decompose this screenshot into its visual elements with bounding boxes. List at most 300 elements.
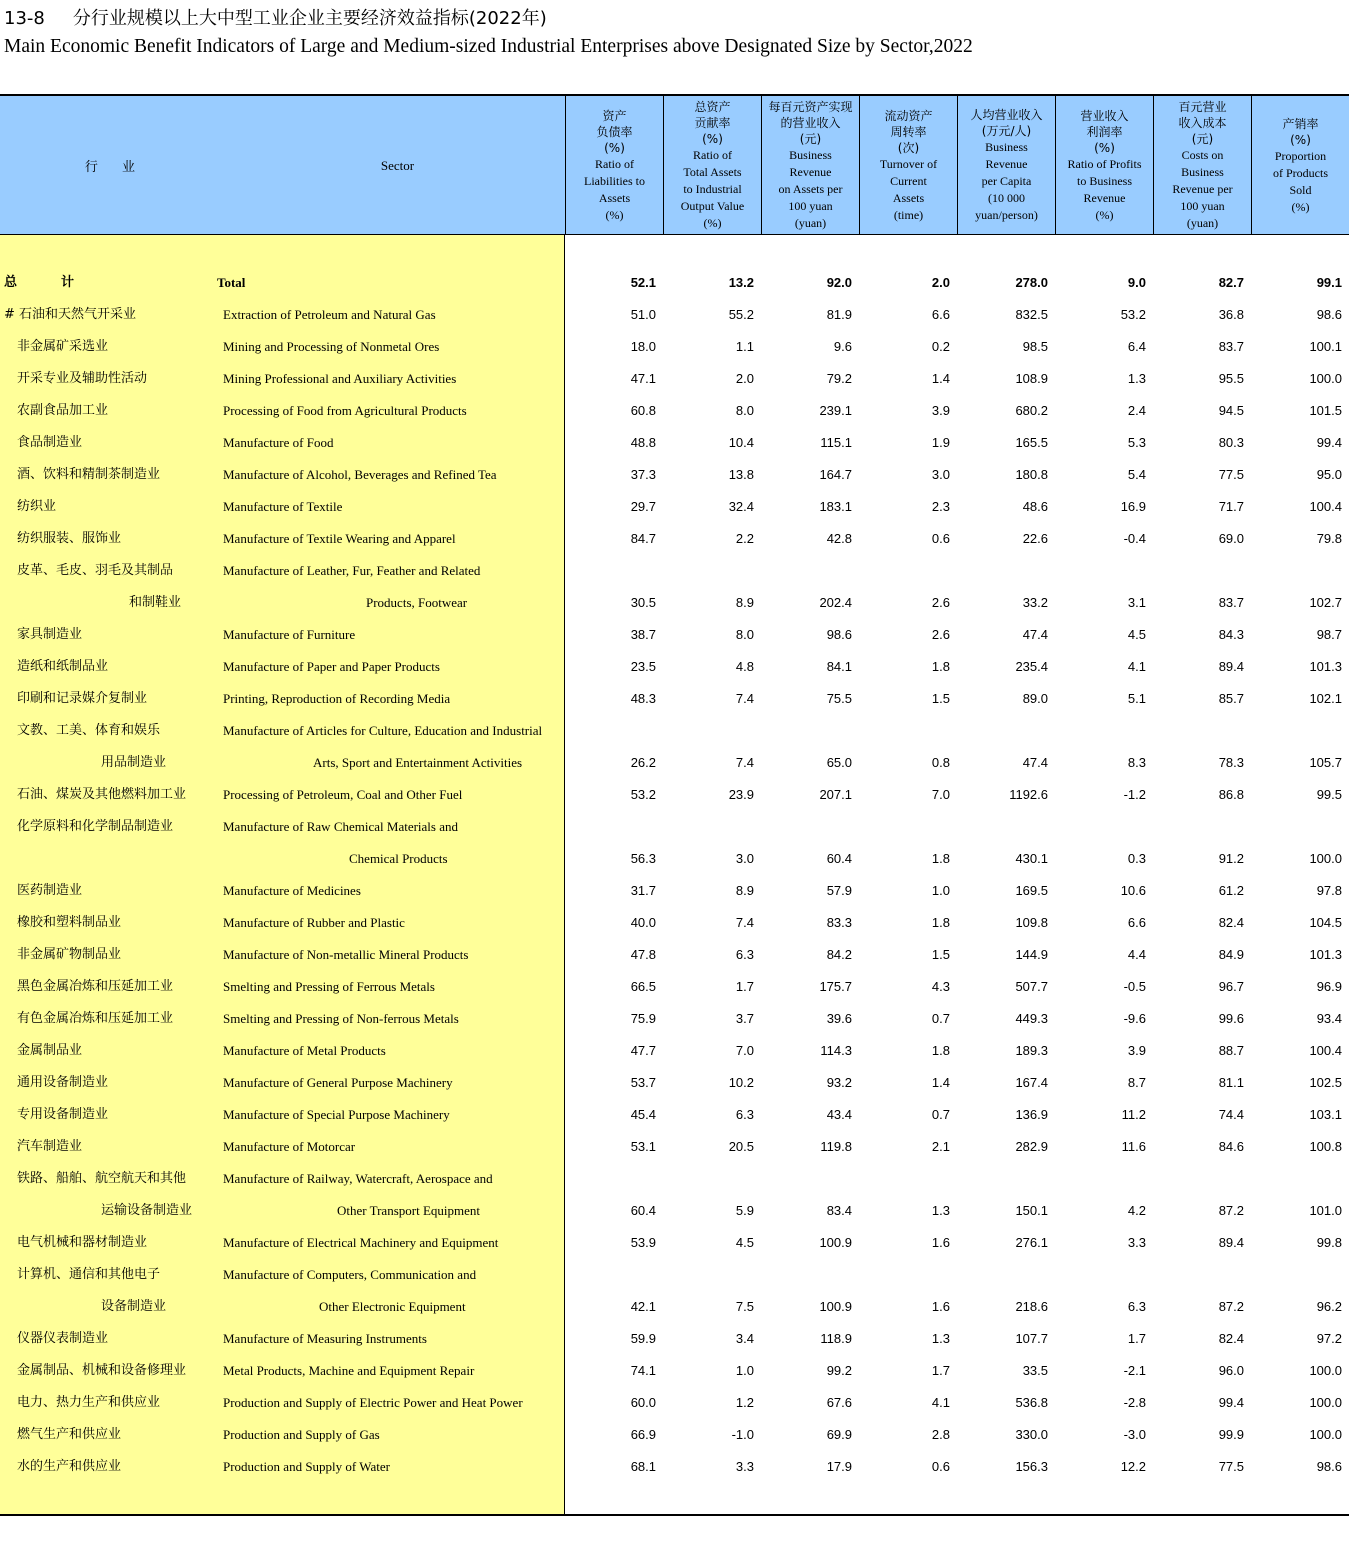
value-cell: 38.7 bbox=[630, 627, 656, 642]
value-cell: 1.1 bbox=[735, 339, 754, 354]
sector-name-en: Manufacture of Leather, Fur, Feather and Related bbox=[223, 563, 481, 578]
header-col-4 bbox=[859, 96, 957, 235]
value-cell: 82.7 bbox=[1218, 275, 1244, 290]
value-cell: 98.6 bbox=[1316, 1459, 1342, 1474]
value-cell: 169.5 bbox=[1015, 883, 1048, 898]
value-cell: 102.7 bbox=[1309, 595, 1342, 610]
sector-name-cn: 设备制造业 bbox=[101, 1299, 167, 1314]
table-row bbox=[0, 459, 1349, 491]
value-cell: 37.3 bbox=[630, 467, 656, 482]
sector-name-cn: 农副食品加工业 bbox=[17, 403, 109, 418]
sector-name-en: Production and Supply of Water bbox=[223, 1459, 390, 1474]
value-cell: 1.4 bbox=[931, 1075, 950, 1090]
table-row bbox=[0, 811, 1349, 843]
value-cell: 20.5 bbox=[728, 1139, 754, 1154]
value-cell: 5.1 bbox=[1127, 691, 1146, 706]
value-cell: 156.3 bbox=[1015, 1459, 1048, 1474]
value-cell: 0.8 bbox=[931, 755, 950, 770]
value-cell: 0.6 bbox=[931, 1459, 950, 1474]
table-row bbox=[0, 1131, 1349, 1163]
value-cell: 29.7 bbox=[630, 499, 656, 514]
table-row bbox=[0, 1163, 1349, 1195]
table-row bbox=[0, 299, 1349, 331]
table-row bbox=[0, 907, 1349, 939]
value-cell: 1.8 bbox=[931, 659, 950, 674]
value-cell: 0.3 bbox=[1127, 851, 1146, 866]
table-row bbox=[0, 1291, 1349, 1323]
value-cell: 109.8 bbox=[1015, 915, 1048, 930]
sector-name-cn: 仪器仪表制造业 bbox=[17, 1331, 109, 1346]
table-row bbox=[0, 683, 1349, 715]
value-cell: 2.4 bbox=[1127, 403, 1146, 418]
header-col-en: Ratio of Liabilities to Assets (%) bbox=[584, 156, 645, 222]
sector-name-en: Arts, Sport and Entertainment Activities bbox=[313, 755, 523, 770]
value-cell: 71.7 bbox=[1218, 499, 1244, 514]
value-cell: 3.9 bbox=[931, 403, 950, 418]
value-cell: 3.9 bbox=[1127, 1043, 1146, 1058]
value-cell: 1.9 bbox=[931, 435, 950, 450]
sector-name-en: Mining Professional and Auxiliary Activities bbox=[223, 371, 457, 386]
sector-name-en: Production and Supply of Electric Power and Heat Power bbox=[223, 1395, 523, 1410]
value-cell: 680.2 bbox=[1015, 403, 1048, 418]
value-cell: 11.2 bbox=[1121, 1107, 1146, 1122]
value-cell: 87.2 bbox=[1218, 1203, 1244, 1218]
value-cell: -0.5 bbox=[1123, 979, 1146, 994]
value-cell: 99.9 bbox=[1218, 1427, 1244, 1442]
header-col-en: Costs on Business Revenue per 100 yuan (yuan) bbox=[1172, 148, 1233, 230]
value-cell: 449.3 bbox=[1015, 1011, 1048, 1026]
table-row bbox=[0, 747, 1349, 779]
header-col-cn: 总资产 贡献率 (%) bbox=[694, 100, 731, 146]
sector-name-en: Mining and Processing of Nonmetal Ores bbox=[223, 339, 440, 354]
sector-name-cn: 计算机、通信和其他电子 bbox=[17, 1267, 161, 1282]
header-col-cn: 百元营业 收入成本 (元) bbox=[1178, 100, 1227, 146]
sector-name-cn: 纺织服装、服饰业 bbox=[17, 531, 122, 546]
value-cell: 8.9 bbox=[735, 883, 754, 898]
sector-name-en: Printing, Reproduction of Recording Media bbox=[223, 691, 451, 706]
value-cell: 150.1 bbox=[1015, 1203, 1048, 1218]
value-cell: 100.0 bbox=[1309, 851, 1342, 866]
value-cell: 13.2 bbox=[728, 275, 754, 290]
table-row bbox=[0, 523, 1349, 555]
sector-name-en: Manufacture of Rubber and Plastic bbox=[223, 915, 405, 930]
table-row bbox=[0, 1419, 1349, 1451]
value-cell: 0.6 bbox=[931, 531, 950, 546]
value-cell: 77.5 bbox=[1218, 467, 1244, 482]
sector-name-en: Chemical Products bbox=[349, 851, 448, 866]
value-cell: 13.8 bbox=[728, 467, 754, 482]
sector-name-en: Manufacture of Paper and Paper Products bbox=[223, 659, 440, 674]
value-cell: 119.8 bbox=[820, 1139, 852, 1154]
sector-name-en: Manufacture of Raw Chemical Materials and bbox=[223, 819, 458, 834]
value-cell: 99.4 bbox=[1218, 1395, 1244, 1410]
value-cell: 4.3 bbox=[931, 979, 950, 994]
sector-name-en: Manufacture of Medicines bbox=[223, 883, 361, 898]
value-cell: 96.2 bbox=[1316, 1299, 1342, 1314]
header-col-en: Ratio of Profits to Business Revenue (%) bbox=[1067, 156, 1142, 222]
value-cell: 6.3 bbox=[1127, 1299, 1146, 1314]
sector-name-en: Manufacture of Food bbox=[223, 435, 334, 450]
value-cell: 6.6 bbox=[1127, 915, 1146, 930]
value-cell: 83.7 bbox=[1218, 595, 1244, 610]
value-cell: 0.2 bbox=[931, 339, 950, 354]
value-cell: 79.2 bbox=[826, 371, 852, 386]
value-cell: 100.4 bbox=[1309, 499, 1342, 514]
header-sector-cn-label: 行 业 bbox=[84, 160, 146, 175]
sector-name-en: Manufacture of Special Purpose Machinery bbox=[223, 1107, 450, 1122]
value-cell: 430.1 bbox=[1015, 851, 1048, 866]
value-cell: 65.0 bbox=[826, 755, 852, 770]
sector-name-cn: 黑色金属冶炼和压延加工业 bbox=[17, 979, 174, 994]
value-cell: 75.5 bbox=[826, 691, 852, 706]
sector-name-en: Manufacture of Measuring Instruments bbox=[223, 1331, 427, 1346]
value-cell: 10.4 bbox=[728, 435, 754, 450]
value-cell: 98.6 bbox=[826, 627, 852, 642]
table-row bbox=[0, 1067, 1349, 1099]
sector-name-en: Extraction of Petroleum and Natural Gas bbox=[223, 307, 436, 322]
value-cell: 7.5 bbox=[735, 1299, 754, 1314]
header-col-7 bbox=[1153, 96, 1251, 235]
table-row bbox=[0, 1387, 1349, 1419]
header-col-5 bbox=[957, 96, 1055, 235]
header-col-en: Business Revenue per Capita (10 000 yuan/person) bbox=[975, 140, 1038, 222]
value-cell: 36.8 bbox=[1218, 307, 1244, 322]
sector-name-cn: 石油、煤炭及其他燃料加工业 bbox=[17, 787, 187, 802]
value-cell: 93.4 bbox=[1316, 1011, 1342, 1026]
header-col-cn: 人均营业收入 (万元/人) bbox=[970, 108, 1043, 138]
value-cell: 7.0 bbox=[735, 1043, 754, 1058]
value-cell: 48.3 bbox=[630, 691, 656, 706]
value-cell: 100.0 bbox=[1309, 1395, 1342, 1410]
value-cell: 95.0 bbox=[1316, 467, 1342, 482]
value-cell: 53.7 bbox=[630, 1075, 656, 1090]
sector-name-en: Processing of Petroleum, Coal and Other Fuel bbox=[223, 787, 463, 802]
sector-name-cn: # 石油和天然气开采业 bbox=[4, 307, 137, 322]
value-cell: 53.9 bbox=[630, 1235, 656, 1250]
sector-name-en: Manufacture of Motorcar bbox=[223, 1139, 356, 1154]
value-cell: 60.0 bbox=[630, 1395, 656, 1410]
value-cell: 88.7 bbox=[1218, 1043, 1244, 1058]
value-cell: 4.5 bbox=[1127, 627, 1146, 642]
value-cell: 276.1 bbox=[1015, 1235, 1048, 1250]
header-col-1 bbox=[565, 96, 663, 235]
sector-name-en: Manufacture of Railway, Watercraft, Aerospace and bbox=[223, 1171, 493, 1186]
sector-name-cn: 专用设备制造业 bbox=[17, 1107, 109, 1122]
sector-name-cn: 有色金属冶炼和压延加工业 bbox=[17, 1011, 174, 1026]
value-cell: 101.3 bbox=[1309, 659, 1342, 674]
value-cell: 61.2 bbox=[1218, 883, 1244, 898]
sector-name-en: Manufacture of General Purpose Machinery bbox=[223, 1075, 453, 1090]
value-cell: 83.4 bbox=[826, 1203, 852, 1218]
value-cell: 99.8 bbox=[1316, 1235, 1342, 1250]
table-row bbox=[0, 1195, 1349, 1227]
sector-name-cn: 酒、饮料和精制茶制造业 bbox=[17, 467, 161, 482]
sector-name-en: Smelting and Pressing of Non-ferrous Metals bbox=[223, 1011, 459, 1026]
value-cell: 17.9 bbox=[826, 1459, 852, 1474]
sector-name-en: Products, Footwear bbox=[366, 595, 468, 610]
value-cell: 10.2 bbox=[728, 1075, 754, 1090]
value-cell: 136.9 bbox=[1015, 1107, 1048, 1122]
table-title-en: Main Economic Benefit Indicators of Large and Medium-sized Industrial Enterprises above Designated Size by Sector,2022 bbox=[4, 36, 973, 57]
sector-name-cn: 运输设备制造业 bbox=[101, 1203, 193, 1218]
table-row bbox=[0, 491, 1349, 523]
value-cell: 1192.6 bbox=[1009, 787, 1048, 802]
table-row bbox=[0, 779, 1349, 811]
table-row bbox=[0, 267, 1349, 299]
value-cell: 12.2 bbox=[1120, 1459, 1146, 1474]
header-sector-cn bbox=[0, 96, 230, 235]
value-cell: 4.1 bbox=[1127, 659, 1146, 674]
sector-name-cn: 燃气生产和供应业 bbox=[17, 1427, 122, 1442]
value-cell: 74.4 bbox=[1218, 1107, 1244, 1122]
value-cell: 6.3 bbox=[735, 947, 754, 962]
value-cell: 1.2 bbox=[735, 1395, 754, 1410]
value-cell: 69.0 bbox=[1218, 531, 1244, 546]
value-cell: 11.6 bbox=[1121, 1139, 1146, 1154]
sector-name-cn: 家具制造业 bbox=[17, 627, 83, 642]
value-cell: 74.1 bbox=[630, 1363, 656, 1378]
header-col-cn: 营业收入 利润率 (%) bbox=[1080, 108, 1129, 155]
table-row bbox=[0, 1451, 1349, 1483]
value-cell: 81.1 bbox=[1218, 1075, 1244, 1090]
sector-name-en: Manufacture of Furniture bbox=[223, 627, 356, 642]
value-cell: 23.9 bbox=[728, 787, 754, 802]
value-cell: 33.5 bbox=[1022, 1363, 1048, 1378]
value-cell: 3.0 bbox=[735, 851, 754, 866]
value-cell: 3.4 bbox=[735, 1331, 754, 1346]
sector-name-en: Other Transport Equipment bbox=[337, 1203, 480, 1218]
value-cell: 7.4 bbox=[735, 691, 754, 706]
value-cell: 2.0 bbox=[931, 275, 950, 290]
value-cell: 536.8 bbox=[1015, 1395, 1048, 1410]
table-row bbox=[0, 619, 1349, 651]
value-cell: 47.7 bbox=[630, 1043, 656, 1058]
sector-name-cn: 造纸和纸制品业 bbox=[17, 659, 109, 674]
value-cell: 189.3 bbox=[1015, 1043, 1048, 1058]
value-cell: -3.0 bbox=[1123, 1427, 1146, 1442]
value-cell: 47.4 bbox=[1022, 627, 1048, 642]
value-cell: 99.5 bbox=[1316, 787, 1342, 802]
value-cell: 100.9 bbox=[819, 1299, 852, 1314]
sector-name-cn: 纺织业 bbox=[17, 499, 57, 514]
value-cell: 218.6 bbox=[1015, 1299, 1048, 1314]
value-cell: 100.1 bbox=[1309, 339, 1342, 354]
value-cell: 1.3 bbox=[1127, 371, 1146, 386]
value-cell: -0.4 bbox=[1123, 531, 1146, 546]
table-row bbox=[0, 587, 1349, 619]
sector-name-en: Manufacture of Textile bbox=[223, 499, 343, 514]
sector-name-en: Manufacture of Computers, Communication and bbox=[223, 1267, 477, 1282]
table-row bbox=[0, 939, 1349, 971]
value-cell: 330.0 bbox=[1015, 1427, 1048, 1442]
value-cell: 0.7 bbox=[931, 1107, 950, 1122]
table-row bbox=[0, 331, 1349, 363]
value-cell: 118.9 bbox=[820, 1331, 852, 1346]
sector-name-cn: 非金属矿采选业 bbox=[17, 339, 109, 354]
value-cell: 23.5 bbox=[630, 659, 656, 674]
value-cell: 8.0 bbox=[735, 627, 754, 642]
value-cell: 507.7 bbox=[1015, 979, 1048, 994]
value-cell: 89.4 bbox=[1218, 1235, 1244, 1250]
value-cell: 7.4 bbox=[735, 915, 754, 930]
value-cell: 100.8 bbox=[1309, 1139, 1342, 1154]
value-cell: 114.3 bbox=[820, 1043, 852, 1058]
sector-name-en: Metal Products, Machine and Equipment Repair bbox=[223, 1363, 475, 1378]
header-col-en: Ratio of Total Assets to Industrial Output Value (%) bbox=[680, 148, 745, 230]
value-cell: 8.9 bbox=[735, 595, 754, 610]
value-cell: 100.0 bbox=[1309, 1427, 1342, 1442]
sector-name-cn: 和制鞋业 bbox=[129, 595, 182, 610]
value-cell: 84.7 bbox=[630, 531, 656, 546]
value-cell: 75.9 bbox=[630, 1011, 656, 1026]
value-cell: 100.0 bbox=[1309, 371, 1342, 386]
value-cell: 69.9 bbox=[826, 1427, 852, 1442]
table-row bbox=[0, 427, 1349, 459]
value-cell: 0.7 bbox=[931, 1011, 950, 1026]
value-cell: 4.8 bbox=[735, 659, 754, 674]
value-cell: 57.9 bbox=[826, 883, 852, 898]
value-cell: 85.7 bbox=[1218, 691, 1244, 706]
value-cell: 47.8 bbox=[630, 947, 656, 962]
value-cell: 52.1 bbox=[630, 275, 656, 290]
value-cell: -1.0 bbox=[731, 1427, 754, 1442]
sector-name-cn: 非金属矿物制品业 bbox=[17, 947, 122, 962]
value-cell: 84.6 bbox=[1218, 1139, 1244, 1154]
value-cell: 108.9 bbox=[1015, 371, 1048, 386]
value-cell: 3.3 bbox=[735, 1459, 754, 1474]
value-cell: 68.1 bbox=[630, 1459, 656, 1474]
value-cell: 5.4 bbox=[1127, 467, 1146, 482]
value-cell: 55.2 bbox=[728, 307, 754, 322]
value-cell: 107.7 bbox=[1015, 1331, 1048, 1346]
value-cell: 60.4 bbox=[630, 1203, 656, 1218]
value-cell: 1.3 bbox=[931, 1203, 950, 1218]
sector-name-cn: 金属制品、机械和设备修理业 bbox=[17, 1363, 187, 1378]
value-cell: 16.9 bbox=[1120, 499, 1146, 514]
value-cell: 99.4 bbox=[1316, 435, 1342, 450]
table-row bbox=[0, 971, 1349, 1003]
value-cell: 84.2 bbox=[826, 947, 852, 962]
value-cell: 83.7 bbox=[1218, 339, 1244, 354]
value-cell: 103.1 bbox=[1309, 1107, 1342, 1122]
value-cell: 99.6 bbox=[1218, 1011, 1244, 1026]
value-cell: 832.5 bbox=[1015, 307, 1048, 322]
title-cn-text: 分行业规模以上大中型工业企业主要经济效益指标(2022年) bbox=[72, 8, 547, 29]
value-cell: 1.7 bbox=[931, 1363, 950, 1378]
value-cell: -2.1 bbox=[1123, 1363, 1146, 1378]
value-cell: 1.6 bbox=[931, 1299, 950, 1314]
value-cell: 2.6 bbox=[931, 627, 950, 642]
value-cell: 45.4 bbox=[630, 1107, 656, 1122]
value-cell: 99.2 bbox=[826, 1363, 852, 1378]
value-cell: 102.5 bbox=[1309, 1075, 1342, 1090]
value-cell: 66.9 bbox=[630, 1427, 656, 1442]
value-cell: 1.6 bbox=[931, 1235, 950, 1250]
value-cell: 165.5 bbox=[1015, 435, 1048, 450]
sector-name-en: Manufacture of Non-metallic Mineral Products bbox=[223, 947, 469, 962]
value-cell: 78.3 bbox=[1218, 755, 1244, 770]
table-bottom-rule bbox=[0, 1514, 1349, 1516]
value-cell: 51.0 bbox=[630, 307, 656, 322]
sector-name-en: Smelting and Pressing of Ferrous Metals bbox=[223, 979, 435, 994]
value-cell: 84.9 bbox=[1218, 947, 1244, 962]
value-cell: 2.0 bbox=[735, 371, 754, 386]
sector-name-cn: 橡胶和塑料制品业 bbox=[17, 915, 122, 930]
value-cell: 3.1 bbox=[1127, 595, 1146, 610]
value-cell: 8.0 bbox=[735, 403, 754, 418]
sector-name-cn: 电气机械和器材制造业 bbox=[17, 1235, 148, 1250]
value-cell: 40.0 bbox=[630, 915, 656, 930]
value-cell: 33.2 bbox=[1022, 595, 1048, 610]
value-cell: 144.9 bbox=[1015, 947, 1048, 962]
value-cell: 31.7 bbox=[630, 883, 656, 898]
value-cell: 60.4 bbox=[826, 851, 852, 866]
table-row bbox=[0, 1323, 1349, 1355]
value-cell: 9.6 bbox=[833, 339, 852, 354]
sector-name-cn: 皮革、毛皮、羽毛及其制品 bbox=[17, 563, 174, 578]
value-cell: 92.0 bbox=[826, 275, 852, 290]
table-row bbox=[0, 651, 1349, 683]
value-cell: 47.1 bbox=[630, 371, 656, 386]
header-sector-en-label: Sector bbox=[380, 157, 415, 173]
value-cell: 96.7 bbox=[1218, 979, 1244, 994]
value-cell: 97.8 bbox=[1316, 883, 1342, 898]
value-cell: 84.1 bbox=[826, 659, 852, 674]
table-number: 13-8 bbox=[4, 8, 45, 29]
value-cell: 48.6 bbox=[1022, 499, 1048, 514]
value-cell: 96.0 bbox=[1218, 1363, 1244, 1378]
table-row bbox=[0, 875, 1349, 907]
header-col-cn: 产销率 (%) bbox=[1282, 116, 1319, 147]
sector-name-cn: 开采专业及辅助性活动 bbox=[17, 371, 148, 386]
value-cell: 100.9 bbox=[819, 1235, 852, 1250]
value-cell: 95.5 bbox=[1218, 371, 1244, 386]
value-cell: 1.3 bbox=[931, 1331, 950, 1346]
value-cell: 180.8 bbox=[1015, 467, 1048, 482]
value-cell: 94.5 bbox=[1218, 403, 1244, 418]
value-cell: 9.0 bbox=[1127, 275, 1146, 290]
sector-name-en: Other Electronic Equipment bbox=[319, 1299, 466, 1314]
value-cell: 1.5 bbox=[931, 691, 950, 706]
header-col-en: Turnover of Current Assets (time) bbox=[879, 156, 938, 222]
value-cell: 104.5 bbox=[1309, 915, 1342, 930]
sector-name-en: Production and Supply of Gas bbox=[223, 1427, 380, 1442]
value-cell: 1.8 bbox=[931, 1043, 950, 1058]
table-row bbox=[0, 363, 1349, 395]
value-cell: 6.6 bbox=[931, 307, 950, 322]
sector-name-cn: 电力、热力生产和供应业 bbox=[17, 1395, 161, 1410]
header-sector-en bbox=[230, 96, 565, 235]
value-cell: 4.4 bbox=[1127, 947, 1146, 962]
value-cell: 101.5 bbox=[1309, 403, 1342, 418]
value-cell: 1.0 bbox=[931, 883, 950, 898]
sector-name-en: Manufacture of Alcohol, Beverages and Refined Tea bbox=[223, 467, 497, 482]
value-cell: 7.0 bbox=[931, 787, 950, 802]
value-cell: -9.6 bbox=[1123, 1011, 1146, 1026]
table-header bbox=[0, 94, 1349, 235]
value-cell: 1.7 bbox=[1127, 1331, 1146, 1346]
value-cell: 278.0 bbox=[1015, 275, 1048, 290]
sector-name-en: Manufacture of Textile Wearing and Apparel bbox=[223, 531, 456, 546]
value-cell: 56.3 bbox=[630, 851, 656, 866]
value-cell: 2.8 bbox=[931, 1427, 950, 1442]
value-cell: 3.3 bbox=[1127, 1235, 1146, 1250]
header-col-cn: 流动资产 周转率 (次) bbox=[884, 108, 933, 155]
value-cell: 82.4 bbox=[1218, 1331, 1244, 1346]
value-cell: 1.8 bbox=[931, 851, 950, 866]
value-cell: 47.4 bbox=[1022, 755, 1048, 770]
header-col-cn: 资产 负债率 (%) bbox=[596, 108, 633, 155]
